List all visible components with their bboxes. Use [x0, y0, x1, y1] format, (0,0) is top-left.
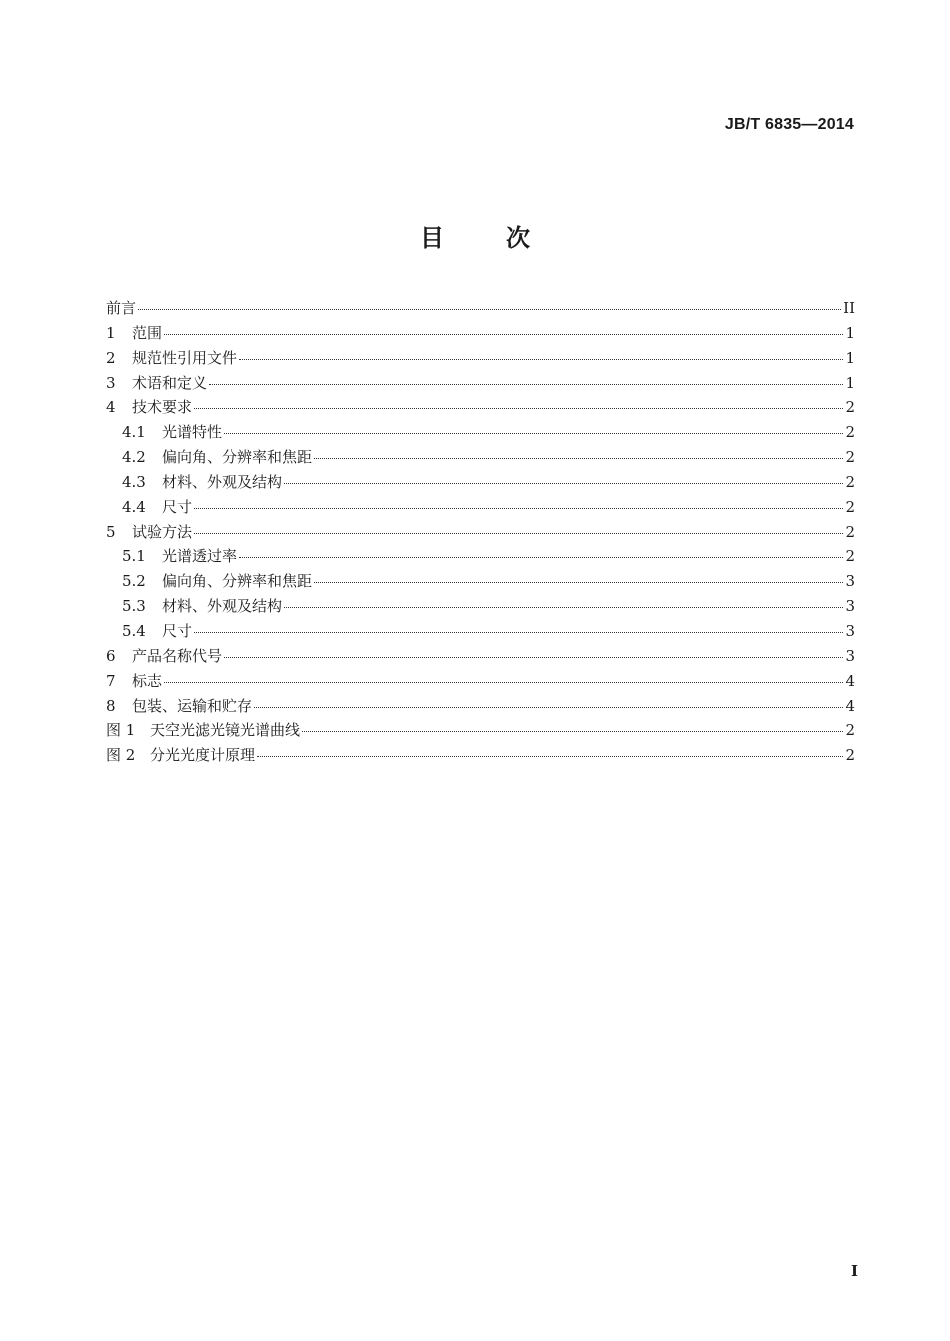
toc-entry-label: 光谱特性	[162, 423, 223, 442]
toc-entry-label: 标志	[132, 671, 163, 690]
toc-entry-page: 3	[845, 646, 855, 665]
toc-entry-page: 2	[845, 522, 855, 541]
dot-leader	[164, 333, 843, 335]
toc-entry-number: 4.2	[122, 448, 146, 467]
toc-entry-number: 图 2	[106, 746, 136, 765]
toc-entry-number: 1	[106, 323, 116, 342]
toc-entry-label: 试验方法	[132, 522, 193, 541]
toc-entry-number: 8	[106, 696, 116, 715]
toc-entry-number: 3	[106, 373, 116, 392]
toc-entry-page: 1	[845, 323, 855, 342]
dot-leader	[138, 308, 841, 310]
toc-entry-page: 3	[845, 621, 855, 640]
toc-entry-label: 天空光滤光镜光谱曲线	[150, 721, 301, 740]
toc-entry-page: 2	[845, 547, 855, 566]
toc-entry-page: 2	[845, 398, 855, 417]
toc-entry-page: 2	[845, 497, 855, 516]
toc-entry[interactable]	[106, 694, 855, 719]
toc-entry-number: 5.2	[122, 572, 146, 591]
toc-entry[interactable]	[106, 644, 855, 669]
toc-entry-page: 3	[845, 572, 855, 591]
toc-entry[interactable]	[106, 371, 855, 396]
toc-entry[interactable]	[106, 420, 855, 445]
toc-entry-number: 6	[106, 646, 116, 665]
dot-leader	[314, 581, 843, 583]
dot-leader	[224, 432, 843, 434]
dot-leader	[314, 457, 843, 459]
toc-entry-page: 4	[845, 671, 855, 690]
toc-title	[0, 218, 950, 253]
toc-entry-number: 5	[106, 522, 116, 541]
toc-entry-number: 4.4	[122, 497, 146, 516]
footer-page-number: I	[850, 1262, 858, 1280]
toc-entry[interactable]	[106, 321, 855, 346]
dot-leader	[239, 358, 843, 360]
toc-entry-number: 4	[106, 398, 116, 417]
toc-entry-number: 5.3	[122, 597, 146, 616]
toc-entry-page: 4	[845, 696, 855, 715]
dot-leader	[284, 482, 843, 484]
dot-leader	[194, 407, 843, 409]
toc-entry-number: 4.3	[122, 472, 146, 491]
toc-list	[106, 296, 855, 768]
toc-entry[interactable]	[106, 445, 855, 470]
toc-entry-label: 规范性引用文件	[132, 348, 238, 367]
toc-entry[interactable]	[106, 743, 855, 768]
toc-entry[interactable]	[106, 520, 855, 545]
toc-entry-page: 2	[845, 448, 855, 467]
toc-entry-page: 1	[845, 348, 855, 367]
dot-leader	[194, 507, 843, 509]
toc-entry-number: 4.1	[122, 423, 146, 442]
toc-entry-label: 范围	[132, 323, 163, 342]
toc-entry-number: 5.1	[122, 547, 146, 566]
toc-entry-number: 图 1	[106, 721, 136, 740]
dot-leader	[209, 383, 843, 385]
toc-entry-label: 尺寸	[162, 621, 193, 640]
toc-entry-page: 1	[845, 373, 855, 392]
toc-entry[interactable]	[106, 569, 855, 594]
toc-entry[interactable]	[106, 669, 855, 694]
toc-entry-page: 2	[845, 746, 855, 765]
toc-entry-label: 包装、运输和贮存	[132, 696, 253, 715]
toc-entry[interactable]	[106, 594, 855, 619]
toc-entry[interactable]	[106, 470, 855, 495]
toc-entry-label: 前言	[106, 299, 137, 317]
toc-entry-number: 5.4	[122, 621, 146, 640]
toc-entry-page: 2	[845, 472, 855, 491]
toc-entry-page: 2	[845, 423, 855, 442]
toc-entry[interactable]	[106, 346, 855, 371]
toc-entry-label: 尺寸	[162, 497, 193, 516]
dot-leader	[302, 730, 843, 732]
dot-leader	[194, 631, 843, 633]
toc-entry[interactable]	[106, 619, 855, 644]
toc-entry-number: 7	[106, 671, 116, 690]
toc-entry[interactable]	[106, 395, 855, 420]
toc-entry[interactable]	[106, 495, 855, 520]
toc-title-char-2: 次	[506, 224, 530, 252]
toc-entry[interactable]	[106, 544, 855, 569]
toc-entry-label: 分光光度计原理	[150, 746, 256, 765]
toc-entry-label: 偏向角、分辨率和焦距	[162, 572, 313, 591]
toc-entry-number: 2	[106, 348, 116, 367]
toc-entry-page: 3	[845, 597, 855, 616]
toc-entry-label: 偏向角、分辨率和焦距	[162, 448, 313, 467]
dot-leader	[254, 706, 843, 708]
dot-leader	[224, 656, 843, 658]
toc-entry-page: 2	[845, 721, 855, 740]
toc-entry-label: 材料、外观及结构	[162, 472, 283, 491]
dot-leader	[164, 681, 843, 683]
toc-entry-label: 技术要求	[132, 398, 193, 417]
toc-entry-page: II	[843, 299, 855, 317]
toc-entry-label: 光谱透过率	[162, 547, 238, 566]
standard-code: JB/T 6835—2014	[724, 116, 854, 133]
toc-entry[interactable]	[106, 296, 855, 321]
dot-leader	[194, 532, 843, 534]
dot-leader	[239, 556, 843, 558]
toc-title-char-1: 目	[420, 224, 444, 252]
toc-entry[interactable]	[106, 718, 855, 743]
dot-leader	[284, 606, 843, 608]
toc-entry-label: 产品名称代号	[132, 646, 223, 665]
dot-leader	[257, 755, 843, 757]
toc-entry-label: 术语和定义	[132, 373, 208, 392]
toc-entry-label: 材料、外观及结构	[162, 597, 283, 616]
